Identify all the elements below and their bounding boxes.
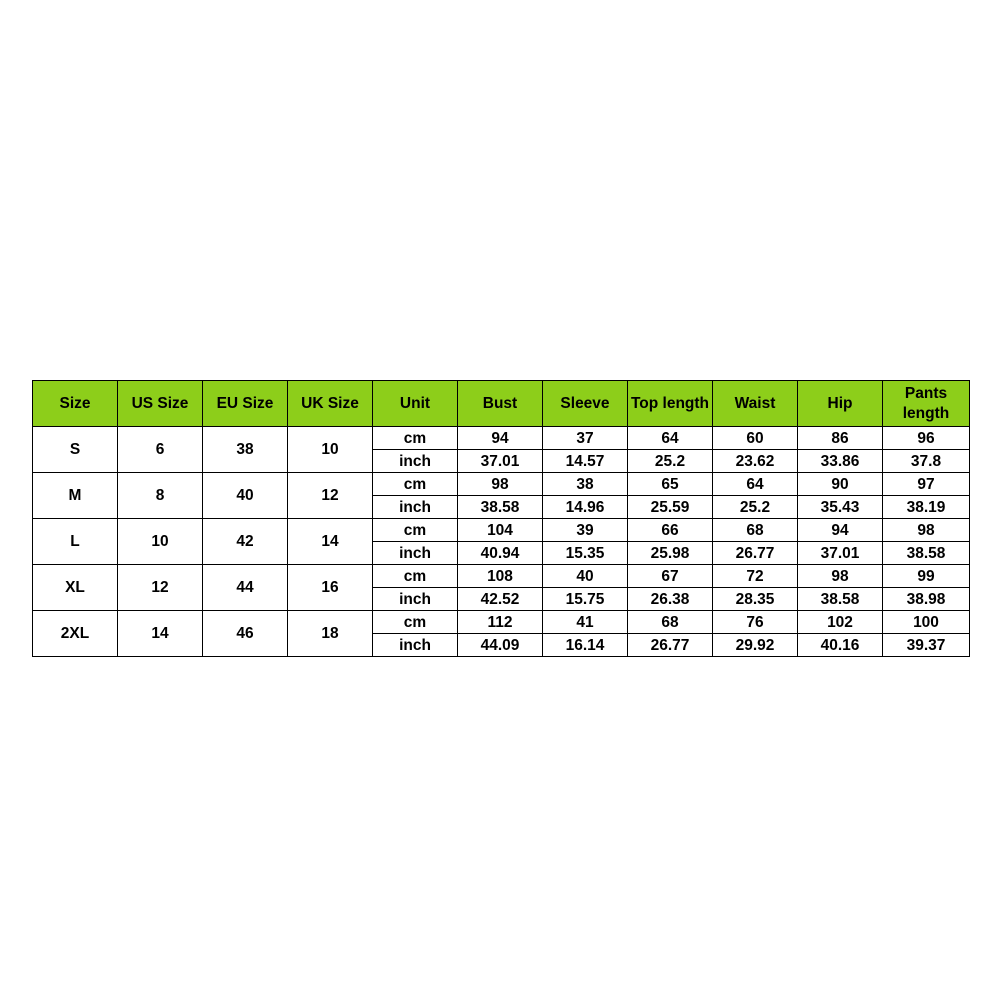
sleeve-cell: 14.57 <box>543 450 628 473</box>
us-size-cell: 14 <box>118 611 203 657</box>
uk-size-cell: 18 <box>288 611 373 657</box>
eu-size-cell: 40 <box>203 473 288 519</box>
us-size-cell: 10 <box>118 519 203 565</box>
pants-length-cell: 100 <box>883 611 970 634</box>
us-size-cell: 12 <box>118 565 203 611</box>
top-length-cell: 25.59 <box>628 496 713 519</box>
hip-cell: 33.86 <box>798 450 883 473</box>
header-eu-size: EU Size <box>203 381 288 427</box>
hip-cell: 40.16 <box>798 634 883 657</box>
bust-cell: 112 <box>458 611 543 634</box>
top-length-cell: 64 <box>628 427 713 450</box>
unit-cell: cm <box>373 427 458 450</box>
table-row <box>33 519 970 542</box>
hip-cell: 37.01 <box>798 542 883 565</box>
top-length-cell: 68 <box>628 611 713 634</box>
pants-length-cell: 38.58 <box>883 542 970 565</box>
unit-cell: inch <box>373 634 458 657</box>
unit-cell: cm <box>373 519 458 542</box>
us-size-cell: 8 <box>118 473 203 519</box>
top-length-cell: 65 <box>628 473 713 496</box>
waist-cell: 29.92 <box>713 634 798 657</box>
table-row <box>33 565 970 588</box>
waist-cell: 26.77 <box>713 542 798 565</box>
hip-cell: 38.58 <box>798 588 883 611</box>
hip-cell: 98 <box>798 565 883 588</box>
pants-length-cell: 37.8 <box>883 450 970 473</box>
pants-length-cell: 38.19 <box>883 496 970 519</box>
waist-cell: 72 <box>713 565 798 588</box>
unit-cell: inch <box>373 450 458 473</box>
pants-length-cell: 39.37 <box>883 634 970 657</box>
uk-size-cell: 14 <box>288 519 373 565</box>
size-chart-table <box>32 380 970 657</box>
hip-cell: 90 <box>798 473 883 496</box>
uk-size-cell: 16 <box>288 565 373 611</box>
header-sleeve: Sleeve <box>543 381 628 427</box>
bust-cell: 104 <box>458 519 543 542</box>
sleeve-cell: 15.35 <box>543 542 628 565</box>
sleeve-cell: 37 <box>543 427 628 450</box>
size-cell: S <box>33 427 118 473</box>
size-cell: M <box>33 473 118 519</box>
us-size-cell: 6 <box>118 427 203 473</box>
bust-cell: 94 <box>458 427 543 450</box>
pants-length-cell: 38.98 <box>883 588 970 611</box>
header-bust: Bust <box>458 381 543 427</box>
size-cell: XL <box>33 565 118 611</box>
sleeve-cell: 39 <box>543 519 628 542</box>
bust-cell: 42.52 <box>458 588 543 611</box>
hip-cell: 86 <box>798 427 883 450</box>
table-row <box>33 473 970 496</box>
pants-length-cell: 98 <box>883 519 970 542</box>
sleeve-cell: 14.96 <box>543 496 628 519</box>
bust-cell: 98 <box>458 473 543 496</box>
eu-size-cell: 38 <box>203 427 288 473</box>
sleeve-cell: 16.14 <box>543 634 628 657</box>
eu-size-cell: 44 <box>203 565 288 611</box>
header-hip: Hip <box>798 381 883 427</box>
size-cell: L <box>33 519 118 565</box>
hip-cell: 94 <box>798 519 883 542</box>
header-unit: Unit <box>373 381 458 427</box>
unit-cell: cm <box>373 473 458 496</box>
header-top-length: Top length <box>628 381 713 427</box>
unit-cell: cm <box>373 565 458 588</box>
waist-cell: 76 <box>713 611 798 634</box>
hip-cell: 35.43 <box>798 496 883 519</box>
unit-cell: inch <box>373 542 458 565</box>
sleeve-cell: 38 <box>543 473 628 496</box>
waist-cell: 25.2 <box>713 496 798 519</box>
header-waist: Waist <box>713 381 798 427</box>
unit-cell: inch <box>373 588 458 611</box>
size-cell: 2XL <box>33 611 118 657</box>
uk-size-cell: 10 <box>288 427 373 473</box>
uk-size-cell: 12 <box>288 473 373 519</box>
header-pants-length: Pants length <box>883 381 970 427</box>
unit-cell: inch <box>373 496 458 519</box>
top-length-cell: 67 <box>628 565 713 588</box>
waist-cell: 68 <box>713 519 798 542</box>
waist-cell: 60 <box>713 427 798 450</box>
top-length-cell: 26.77 <box>628 634 713 657</box>
header-us-size: US Size <box>118 381 203 427</box>
header-uk-size: UK Size <box>288 381 373 427</box>
bust-cell: 38.58 <box>458 496 543 519</box>
eu-size-cell: 46 <box>203 611 288 657</box>
waist-cell: 28.35 <box>713 588 798 611</box>
header-size: Size <box>33 381 118 427</box>
bust-cell: 37.01 <box>458 450 543 473</box>
sleeve-cell: 41 <box>543 611 628 634</box>
bust-cell: 44.09 <box>458 634 543 657</box>
top-length-cell: 26.38 <box>628 588 713 611</box>
sleeve-cell: 15.75 <box>543 588 628 611</box>
pants-length-cell: 99 <box>883 565 970 588</box>
table-row <box>33 611 970 634</box>
top-length-cell: 25.98 <box>628 542 713 565</box>
sleeve-cell: 40 <box>543 565 628 588</box>
unit-cell: cm <box>373 611 458 634</box>
eu-size-cell: 42 <box>203 519 288 565</box>
pants-length-cell: 97 <box>883 473 970 496</box>
bust-cell: 40.94 <box>458 542 543 565</box>
pants-length-cell: 96 <box>883 427 970 450</box>
top-length-cell: 25.2 <box>628 450 713 473</box>
bust-cell: 108 <box>458 565 543 588</box>
waist-cell: 64 <box>713 473 798 496</box>
table-header <box>33 381 970 427</box>
header-row <box>33 381 970 427</box>
top-length-cell: 66 <box>628 519 713 542</box>
hip-cell: 102 <box>798 611 883 634</box>
waist-cell: 23.62 <box>713 450 798 473</box>
table-body <box>33 427 970 657</box>
table-row <box>33 427 970 450</box>
